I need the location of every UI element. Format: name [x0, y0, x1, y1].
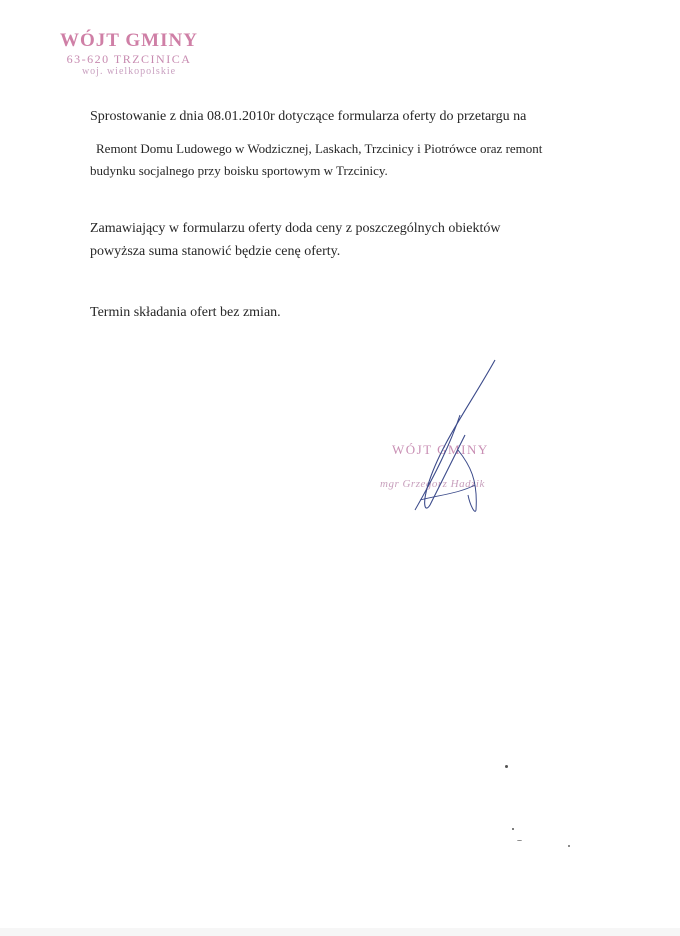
letter-line-1: Sprostowanie z dnia 08.01.2010r dotyczące formularza oferty do przetargu na [90, 109, 527, 124]
scan-speck [517, 840, 522, 841]
handwritten-signature [400, 355, 510, 515]
letter-line-6: Termin składania ofert bez zmian. [90, 305, 281, 320]
header-stamp [54, 30, 204, 78]
stamp-address: 63-620 TRZCINICA [66, 52, 192, 66]
stamp-region: woj. wielkopolskie [81, 66, 177, 77]
letter-line-4: Zamawiający w formularzu oferty doda ceny z poszczególnych obiektów [90, 221, 501, 236]
scan-speck [512, 828, 514, 830]
stamp-title: WÓJT GMINY [60, 30, 198, 51]
letter-line-2: Remont Domu Ludowego w Wodzicznej, Laskach, Trzcinicy i Piotrówce oraz remont [96, 141, 543, 156]
letter-line-5: powyższa suma stanowić będzie cenę oferty. [90, 244, 341, 259]
scan-speck [568, 845, 570, 847]
letter-line-3: budynku socjalnego przy boisku sportowym w Trzcinicy. [90, 163, 388, 178]
scan-speck [505, 765, 508, 768]
signature-stamp-title: WÓJT GMINY [392, 442, 489, 457]
signature-stamp-name: mgr Grzegorz Hadzik [380, 478, 485, 490]
